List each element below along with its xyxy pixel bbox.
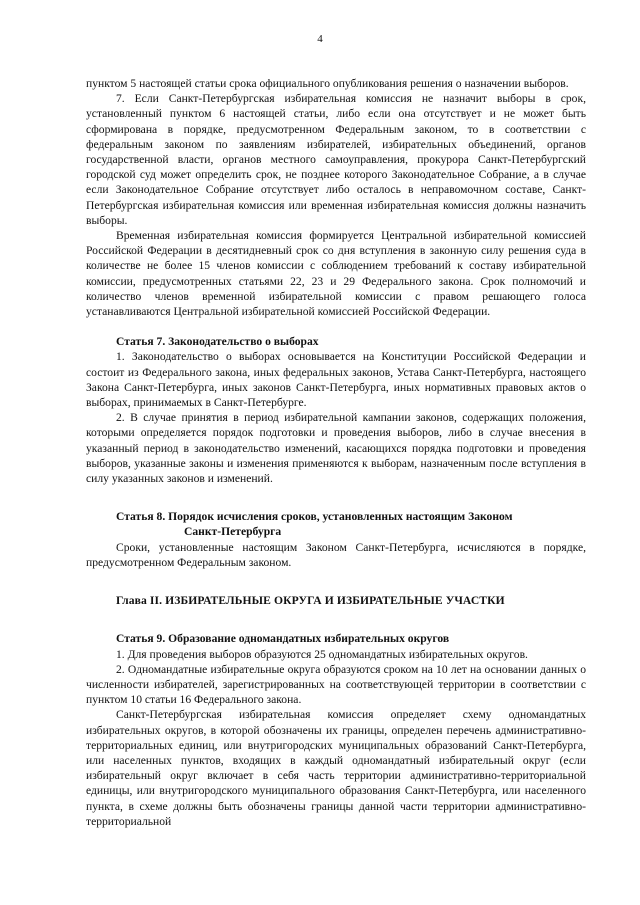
page-number: 4 <box>317 33 323 45</box>
paragraph-clause-7: 7. Если Санкт-Петербургская избирательная комиссия не назначит выборы в срок, установленный пунктом 6 настоящей статьи, либо если она отсутствует и не может быть сформирована в порядке, предусмотренном Федеральным законом, то в соответствии с федеральным законом по заявлениям избирателей, избирательных объединений, органов государственной власти, органов местного самоуправления, прокурора Санкт-Петербургский городской суд может определить срок, не позднее которого Законодательное Собрание, а в случае если Законодательное Собрание отсутствует либо осталось в неправомочном составе, Санкт-Петербургская избирательная комиссия или временная избирательная комиссия должны назначить выборы. <box>86 92 586 227</box>
article-8-paragraph: Сроки, установленные настоящим Законом Санкт-Петербурга, исчисляются в порядке, предусмотренном Федеральным законом. <box>86 540 586 569</box>
article-9-scheme-paragraph: Санкт-Петербургская избирательная комиссия определяет схему одномандатных избирательных округов, в которой обозначены их границы, определен перечень административно-территориальных единиц, или внутригородских муниципальных образований Санкт-Петербурга, или населенных пунктов, входящих в каждый одномандатный избирательный округ (если избирательный округ включает в себя часть территории административно-территориальной единицы, или внутригородского муниципального образования Санкт-Петербурга, или населенного пункта, в схеме должны быть обозначены границы данной части территории административно-территориальной <box>86 708 586 828</box>
article-8-heading-line2: Санкт-Петербурга <box>184 525 282 539</box>
article-9-clause-2: 2. Одномандатные избирательные округа образуются сроком на 10 лет на основании данных о численности избирателей, зарегистрированных на соответствующей территории в соответствии с пунктом 10 статьи 16 Федерального закона. <box>86 662 586 707</box>
chapter-2-heading: Глава II. ИЗБИРАТЕЛЬНЫЕ ОКРУГА И ИЗБИРАТЕЛЬНЫЕ УЧАСТКИ <box>116 594 505 608</box>
article-8-heading-line1: Статья 8. Порядок исчисления сроков, установленных настоящим Законом <box>116 510 513 524</box>
paragraph-continuation: пунктом 5 настоящей статьи срока официального опубликования решения о назначении выборов. <box>86 77 569 90</box>
article-7-heading: Статья 7. Законодательство о выборах <box>116 335 319 349</box>
article-7-clause-1: 1. Законодательство о выборах основывается на Конституции Российской Федерации и состоит из Федерального закона, иных федеральных законов, Устава Санкт-Петербурга, настоящего Закона Санкт-Петербурга, иных законов Санкт-Петербурга, иных нормативных правовых актов о выборах, принимаемых в Санкт-Петербурге. <box>86 350 586 410</box>
article-9-clause-1: 1. Для проведения выборов образуются 25 одномандатных избирательных округов. <box>116 647 528 661</box>
document-body <box>86 76 586 829</box>
article-7-clause-2: 2. В случае принятия в период избирательной кампании законов, содержащих положения, которыми определяется порядок подготовки и проведения выборов, либо в случае внесения в указанный период в законодательство изменений, касающихся порядка подготовки и проведения выборов, указанные законы и изменения применяются к выборам, назначенным после вступления в силу указанных законов и изменений. <box>86 411 586 486</box>
article-8-heading <box>86 509 586 539</box>
paragraph-temporary-commission: Временная избирательная комиссия формируется Центральной избирательной комиссией Российской Федерации в десятидневный срок со дня вступления в законную силу решения суда в количестве не более 15 членов комиссии с соблюдением требований к составу избирательной комиссии, предусмотренных статьями 22, 23 и 29 Федерального закона. Срок полномочий и количество членов временной избирательной комиссии с правом решающего голоса устанавливаются Центральной избирательной комиссией Российской Федерации. <box>86 229 586 319</box>
article-9-heading: Статья 9. Образование одномандатных избирательных округов <box>116 632 450 646</box>
